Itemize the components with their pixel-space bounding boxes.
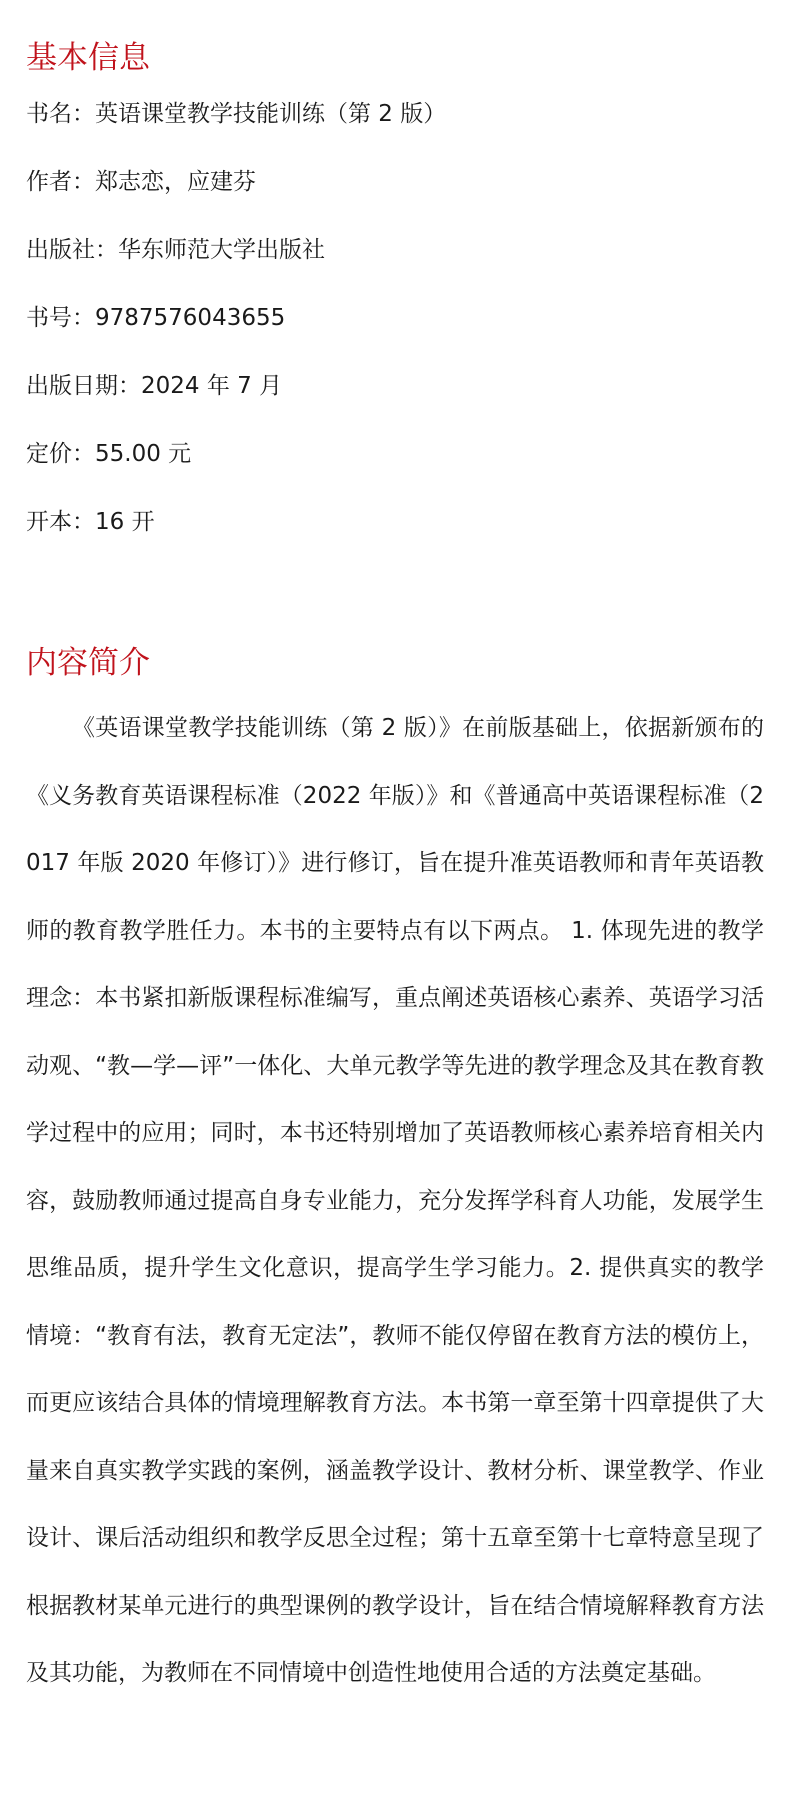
content-intro-paragraph: 《英语课堂教学技能训练（第 2 版）》在前版基础上，依据新颁布的《义务教育英语课程标准（2022 年版）》和《普通高中英语课程标准（2017 年版 2020 年修订）》进行修订，旨在提升准英语教师和青年英语教师的教育教学胜任力。本书的主要特点有以下两点。 1. 体现先进的教学理念：本书紧扣新版课程标准编写，重点阐述英语核心素养、英语学习活动观、“教—学—评”一体化、大单元教学等先进的教学理念及其在教育教学过程中的应用；同时，本书还特别增加了英语教师核心素养培育相关内容，鼓励教师通过提高自身专业能力，充分发挥学科育人功能，发展学生思维品质，提升学生文化意识，提高学生学习能力。2. 提供真实的教学情境：“教育有法，教育无定法”，教师不能仅停留在教育方法的模仿上，而更应该结合具体的情境理解教育方法。本书第一章至第十四章提供了大量来自真实教学实践的案例，涵盖教学设计、教材分析、课堂教学、作业设计、课后活动组织和教学反思全过程；第十五章至第十七章特意呈现了根据教材某单元进行的典型课例的教学设计，旨在结合情境解释教育方法及其功能，为教师在不同情境中创造性地使用合适的方法奠定基础。 — [26, 715, 764, 1686]
publisher-field: 出版社：华东师范大学出版社 — [26, 237, 325, 263]
publish-date-field: 出版日期：2024 年 7 月 — [26, 373, 283, 399]
isbn-field: 书号：9787576043655 — [26, 305, 286, 331]
format-field: 开本：16 开 — [26, 509, 155, 535]
book-title-field: 书名：英语课堂教学技能训练（第 2 版） — [26, 101, 447, 127]
author-field: 作者：郑志恋，应建芬 — [26, 169, 256, 195]
price-field: 定价：55.00 元 — [26, 441, 192, 467]
basic-info-list — [26, 99, 764, 537]
content-intro-heading: 内容简介 — [26, 645, 150, 681]
basic-info-heading: 基本信息 — [26, 40, 150, 76]
